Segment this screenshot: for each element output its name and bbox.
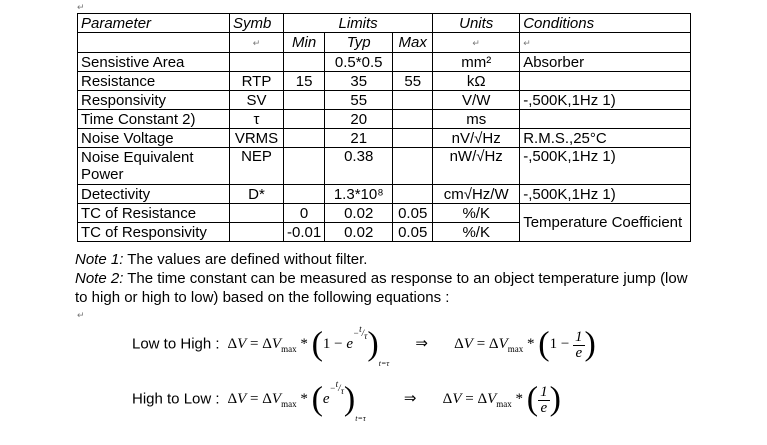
cell-min <box>284 91 325 110</box>
note-1-text: The values are defined without filter. <box>123 251 368 268</box>
table-row <box>78 129 691 148</box>
cell-conditions: Absorber <box>520 53 691 72</box>
table-row <box>78 148 691 185</box>
cell-min <box>284 53 325 72</box>
cell-parameter: Noise Equivalent Power <box>78 148 230 185</box>
cell-min <box>284 148 325 185</box>
implies-arrow: ⇒ <box>415 335 428 353</box>
cell-typ: 20 <box>325 110 393 129</box>
cell-units: nW/√Hz <box>433 148 520 185</box>
cell-conditions <box>520 72 691 91</box>
cell-symbol: τ <box>230 110 284 129</box>
cell-units: V/W <box>433 91 520 110</box>
note-2-text: The time constant can be measured as response to an object temperature jump (low to high or high to low) based on the following equations : <box>75 270 688 306</box>
cell-max <box>393 148 433 185</box>
header-min: Min <box>284 33 325 53</box>
equation-label: High to Low : <box>132 390 220 408</box>
header-typ: Typ <box>325 33 393 53</box>
table-row <box>78 91 691 110</box>
table-row <box>78 185 691 204</box>
equation-result: $\Delta V = \Delta V_{max}$ * ( $\frac{1}{e}$ ) <box>442 381 561 418</box>
cell-max <box>393 53 433 72</box>
cell-min: 0 <box>284 204 325 223</box>
cell-units: %/K <box>433 204 520 223</box>
cell-typ: 0.5*0.5 <box>325 53 393 72</box>
cell-parameter: Detectivity <box>78 185 230 204</box>
cell-max <box>393 91 433 110</box>
cell-min <box>284 110 325 129</box>
table-header-row <box>78 14 691 33</box>
cell-min: 15 <box>284 72 325 91</box>
header-symbol: Symb <box>230 14 284 33</box>
cell-min <box>284 129 325 148</box>
cell-units: kΩ <box>433 72 520 91</box>
cell-symbol: RTP <box>230 72 284 91</box>
paragraph-mark: ↵ <box>77 310 85 320</box>
cell-max <box>393 185 433 204</box>
header-max: Max <box>393 33 433 53</box>
equation-label: Low to High : <box>132 335 220 353</box>
cell-max: 0.05 <box>393 223 433 242</box>
cell-typ: 0.38 <box>325 148 393 185</box>
cell-max <box>393 110 433 129</box>
cell-symbol <box>230 204 284 223</box>
header-units: Units <box>433 14 520 33</box>
cell-units: cm√Hz/W <box>433 185 520 204</box>
cell-typ: 55 <box>325 91 393 110</box>
cell-max: 0.05 <box>393 204 433 223</box>
note-1 <box>75 250 695 269</box>
cell-parameter: TC of Resistance <box>78 204 230 223</box>
cell-units: nV/√Hz <box>433 129 520 148</box>
table-row <box>78 72 691 91</box>
cell-parameter: Resistance <box>78 72 230 91</box>
cell-typ: 21 <box>325 129 393 148</box>
cell-conditions: -,500K,1Hz 1) <box>520 148 691 185</box>
header-limits: Limits <box>284 14 433 33</box>
specifications-table <box>77 13 691 242</box>
note-2 <box>75 269 695 307</box>
cell-symbol <box>230 53 284 72</box>
cell-max <box>393 129 433 148</box>
equation-formula: $\Delta V = \Delta V_{max} * (1 - e-^t/_\tau)_{t=\tau}$ <box>223 324 390 369</box>
header-parameter: Parameter <box>78 14 230 33</box>
cell-symbol: SV <box>230 91 284 110</box>
equation-result: $\Delta V = \Delta V_{max} * (1$ − $\frac{1}{e}$ ) <box>454 326 596 363</box>
cell-symbol: NEP <box>230 148 284 185</box>
table-row <box>78 53 691 72</box>
table-row <box>78 110 691 129</box>
cell-conditions: -,500K,1Hz 1) <box>520 185 691 204</box>
cell-parameter: Sensistive Area <box>78 53 230 72</box>
cell-max: 55 <box>393 72 433 91</box>
cell-typ: 0.02 <box>325 223 393 242</box>
cell-units: mm² <box>433 53 520 72</box>
cell-units: %/K <box>433 223 520 242</box>
table-subheader-row: ↵ Min Typ Max ↵ ↵ <box>78 33 691 53</box>
notes-block <box>75 250 695 307</box>
equation-formula: $\Delta V = \Delta V_{max} * (e-^t/_\tau)_{t=\tau}$ <box>223 379 366 424</box>
equation-low-to-high <box>132 326 596 368</box>
cell-parameter: Time Constant 2) <box>78 110 230 129</box>
cell-typ: 1.3*10⁸ <box>325 185 393 204</box>
cell-conditions: -,500K,1Hz 1) <box>520 91 691 110</box>
cell-symbol: VRMS <box>230 129 284 148</box>
paragraph-mark: ↵ <box>77 2 85 12</box>
note-1-label: Note 1: <box>75 251 124 268</box>
cell-units: ms <box>433 110 520 129</box>
cell-min: -0.01 <box>284 223 325 242</box>
cell-conditions <box>520 110 691 129</box>
note-2-label: Note 2: <box>75 270 124 287</box>
cell-parameter: Noise Voltage <box>78 129 230 148</box>
table-row <box>78 204 691 223</box>
cell-conditions: Temperature Coefficient <box>520 204 691 242</box>
equation-high-to-low <box>132 381 561 423</box>
cell-parameter: Responsivity <box>78 91 230 110</box>
header-conditions: Conditions <box>520 14 691 33</box>
cell-min <box>284 185 325 204</box>
cell-symbol: D* <box>230 185 284 204</box>
cell-conditions: R.M.S.,25°C <box>520 129 691 148</box>
cell-parameter: TC of Responsivity <box>78 223 230 242</box>
cell-symbol <box>230 223 284 242</box>
implies-arrow: ⇒ <box>403 390 417 408</box>
cell-typ: 0.02 <box>325 204 393 223</box>
cell-typ: 35 <box>325 72 393 91</box>
